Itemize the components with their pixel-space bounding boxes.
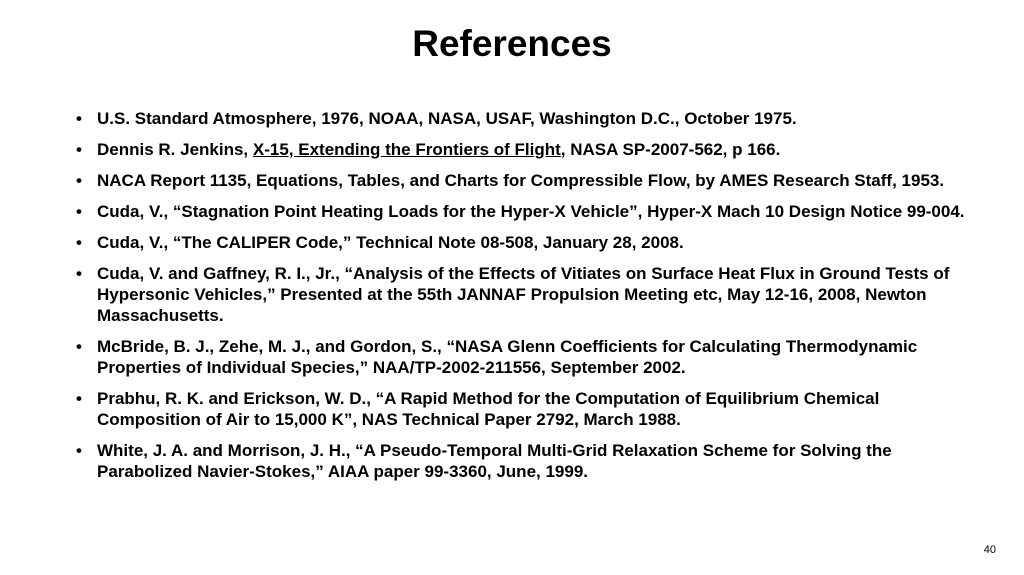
page-number: 40 <box>983 544 996 556</box>
reference-item <box>76 108 976 129</box>
reference-text: Cuda, V., “Stagnation Point Heating Loads for the Hyper-X Vehicle”, Hyper-X Mach 10 Design Notice 99-004. <box>97 202 965 221</box>
reference-item <box>76 170 976 191</box>
bullet-icon: • <box>76 202 82 221</box>
bullet-icon: • <box>76 140 82 159</box>
reference-item <box>76 201 976 222</box>
references-list <box>76 108 976 492</box>
reference-item <box>76 232 976 253</box>
reference-text: U.S. Standard Atmosphere, 1976, NOAA, NASA, USAF, Washington D.C., October 1975. <box>97 109 797 128</box>
reference-text: McBride, B. J., Zehe, M. J., and Gordon, S., “NASA Glenn Coefficients for Calculating Thermodynamic Properties of Individual Species,” NAA/TP-2002-211556, September 2002. <box>97 337 918 377</box>
bullet-icon: • <box>76 171 82 190</box>
reference-text-pre: Dennis R. Jenkins, <box>97 140 253 159</box>
reference-underlined-title: X-15, Extending the Frontiers of Flight <box>252 140 561 159</box>
reference-text: Prabhu, R. K. and Erickson, W. D., “A Rapid Method for the Computation of Equilibrium Chemical Composition of Air to 15,000 K”, NAS Technical Paper 2792, March 1988. <box>97 389 880 429</box>
bullet-icon: • <box>76 264 82 283</box>
bullet-icon: • <box>76 389 82 408</box>
reference-text-post: , NASA SP-2007-562, p 166. <box>560 140 781 159</box>
bullet-icon: • <box>76 233 82 252</box>
reference-item <box>76 440 976 482</box>
bullet-icon: • <box>76 337 82 356</box>
reference-text: White, J. A. and Morrison, J. H., “A Pseudo-Temporal Multi-Grid Relaxation Scheme for Solving the Parabolized Navier-Stokes,” AIAA paper 99-3360, June, 1999. <box>97 441 892 481</box>
reference-text: Cuda, V. and Gaffney, R. I., Jr., “Analysis of the Effects of Vitiates on Surface Heat Flux in Ground Tests of Hypersonic Vehicles,” Presented at the 55th JANNAF Propulsion Meeting etc, May 12-16, 2008, Newton Massachusetts. <box>97 264 950 325</box>
slide-title: References <box>412 23 612 64</box>
reference-text: Cuda, V., “The CALIPER Code,” Technical Note 08-508, January 28, 2008. <box>97 233 684 252</box>
bullet-icon: • <box>76 109 82 128</box>
reference-item <box>76 139 976 160</box>
reference-item <box>76 336 976 378</box>
bullet-icon: • <box>76 441 82 460</box>
reference-item <box>76 388 976 430</box>
reference-text: NACA Report 1135, Equations, Tables, and Charts for Compressible Flow, by AMES Research Staff, 1953. <box>97 171 945 190</box>
reference-item <box>76 263 976 326</box>
